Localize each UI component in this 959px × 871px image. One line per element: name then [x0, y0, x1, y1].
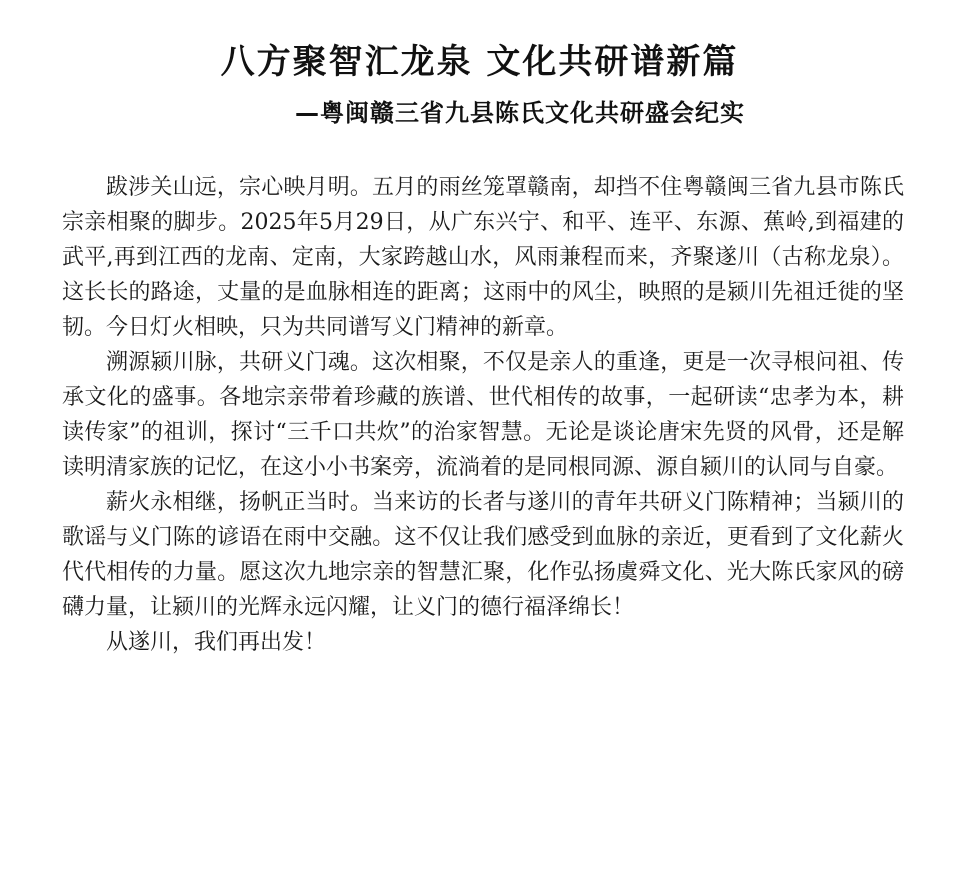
article-body	[62, 170, 904, 660]
paragraph-3: 薪火永相继，扬帆正当时。当来访的长者与遂川的青年共研义门陈精神；当颍川的歌谣与义门陈的谚语在雨中交融。这不仅让我们感受到血脉的亲近，更看到了文化薪火代代相传的力量。愿这次九地宗亲的智慧汇聚，化作弘扬虞舜文化、光大陈氏家风的磅礴力量，让颍川的光辉永远闪耀，让义门的德行福泽绵长！	[62, 490, 904, 620]
paragraph-1: 跋涉关山远，宗心映月明。五月的雨丝笼罩赣南，却挡不住粤赣闽三省九县市陈氏宗亲相聚的脚步。2025年5月29日，从广东兴宁、和平、连平、东源、蕉岭,到福建的武平,再到江西的龙南、定南，大家跨越山水，风雨兼程而来，齐聚遂川（古称龙泉）。这长长的路途，丈量的是血脉相连的距离；这雨中的风尘，映照的是颍川先祖迁徙的坚韧。今日灯火相映，只为共同谱写义门精神的新章。	[62, 175, 904, 340]
article-title: 八方聚智汇龙泉 文化共研谱新篇	[220, 42, 739, 82]
paragraph-2: 溯源颍川脉，共研义门魂。这次相聚，不仅是亲人的重逢，更是一次寻根问祖、传承文化的盛事。各地宗亲带着珍藏的族谱、世代相传的故事，一起研读“忠孝为本，耕读传家”的祖训，探讨“三千口共炊”的治家智慧。无论是谈论唐宋先贤的风骨，还是解读明清家族的记忆，在这小小书案旁，流淌着的是同根同源、源自颍川的认同与自豪。	[62, 350, 904, 480]
article-subtitle: —粤闽赣三省九县陈氏文化共研盛会纪实	[295, 99, 745, 127]
paragraph-4: 从遂川，我们再出发！	[106, 630, 327, 655]
